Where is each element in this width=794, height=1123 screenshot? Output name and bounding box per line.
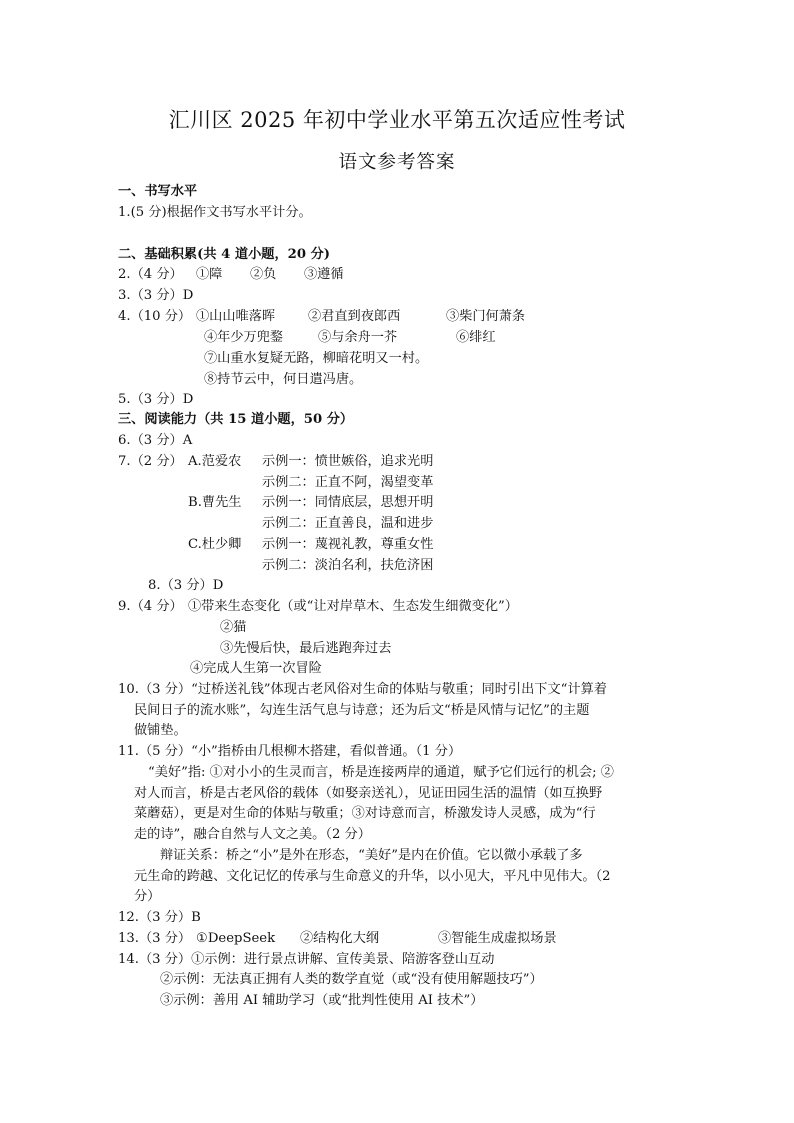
answer-q7-c-example1: 示例一：蔑视礼教，尊重女性 — [262, 537, 434, 552]
answer-q2-b: ②负 — [250, 267, 277, 282]
answer-q7-a-example1: 示例一：愤世嫉俗，追求光明 — [262, 454, 434, 469]
exam-title: 汇川区 2025 年初中学业水平第五次适应性考试 — [168, 108, 626, 132]
answer-q7-b-example2: 示例二：正直善良，温和进步 — [262, 516, 434, 531]
answer-q4-3: ③柴门何萧条 — [446, 309, 526, 324]
answer-q14-line2: ②示例：无法真正拥有人类的数学直觉（或“没有使用解题技巧”） — [160, 972, 543, 987]
answer-q4-7: ⑦山重水复疑无路，柳暗花明又一村。 — [204, 351, 429, 366]
answer-q2-c: ③遵循 — [304, 267, 344, 282]
answer-q4-prefix: 4.（10 分） — [118, 309, 192, 324]
answer-q7-a-example2: 示例二：正直不阿，渴望变革 — [262, 475, 434, 490]
exam-subtitle: 语文参考答案 — [338, 152, 456, 173]
answer-q10-line3: 做铺垫。 — [134, 723, 187, 738]
answer-q2-prefix: 2.（4 分） — [118, 267, 183, 282]
answer-q4-2: ②君直到夜郎西 — [308, 309, 401, 324]
answer-q8: 8.（3 分）D — [148, 578, 224, 593]
answer-q11-line2: “美好”指: ①对小小的生灵而言，桥是连接两岸的通道，赋予它们远行的机会; ② — [148, 765, 614, 780]
answer-q7-b-example1: 示例一：同情底层，思想开明 — [262, 495, 434, 510]
section-reading-heading: 三、阅读能力（共 15 道小题，50 分） — [118, 412, 354, 427]
answer-q9-prefix: 9.（4 分） — [118, 599, 183, 614]
answer-q11-line3: 对人而言，桥是古老风俗的载体（如娶亲送礼），见证田园生活的温情（如互换野 — [134, 786, 603, 801]
answer-q14-line3: ③示例：善用 AI 辅助学习（或“批判性使用 AI 技术”） — [160, 993, 484, 1008]
answer-q7-c-name: C.杜少卿 — [188, 537, 242, 552]
answer-q7-a-name: A.范爱农 — [188, 454, 242, 469]
answer-q9-3: ③先慢后快，最后逃跑奔过去 — [220, 641, 392, 656]
answer-q7-c-example2: 示例二：淡泊名利，扶危济困 — [262, 558, 434, 573]
answer-q6: 6.（3 分）A — [118, 433, 193, 448]
answer-q11-line5: 走的诗”，融合自然与人文之美。（2 分） — [134, 827, 371, 842]
section-writing-heading: 一、书写水平 — [118, 184, 198, 199]
answer-q13-2: ②结构化大纲 — [300, 931, 380, 946]
answer-q13-prefix: 13.（3 分） — [118, 931, 192, 946]
answer-q4-4: ④年少万兜鍪 — [204, 330, 284, 345]
answer-q13-1: ①DeepSeek — [196, 931, 276, 946]
answer-q5: 5.（3 分）D — [118, 392, 194, 407]
answer-q13-3: ③智能生成虚拟场景 — [438, 931, 557, 946]
answer-q14-line1: 14.（3 分）①示例：进行景点讲解、宣传美景、陪游客登山互动 — [118, 952, 495, 967]
answer-q9-4: ④完成人生第一次冒险 — [190, 661, 322, 676]
answer-q11-line1: 11.（5 分）“小”指桥由几根柳木搭建，看似普通。（1 分） — [118, 744, 462, 759]
answer-q4-8: ⑧持节云中，何日遣冯唐。 — [204, 372, 363, 387]
answer-q7-prefix: 7.（2 分） — [118, 454, 183, 469]
answer-q1: 1.(5 分)根据作文书写水平计分。 — [118, 205, 312, 220]
answer-q4-1: ①山山唯落晖 — [196, 309, 276, 324]
answer-q11-line6: 辩证关系：桥之“小”是外在形态，“美好”是内在价值。它以微小承载了多 — [160, 848, 583, 863]
answer-q12: 12.（3 分）B — [118, 910, 201, 925]
answer-q4-5: ⑤与余舟一芥 — [318, 330, 398, 345]
answer-q11-line7: 元生命的跨越、文化记忆的传承与生命意义的升华，以小见大，平凡中见伟大。（2 — [134, 869, 611, 884]
answer-q11-line4: 菜蘑菇），更是对生命的体贴与敬重；③对诗意而言，桥激发诗人灵感，成为“行 — [134, 806, 596, 821]
answer-q10-line2: 民间日子的流水账”，勾连生活气息与诗意；还为后文“桥是风情与记忆”的主题 — [134, 703, 590, 718]
answer-q9-1: ①带来生态变化（或“让对岸草木、生态发生细微变化”） — [188, 599, 518, 614]
answer-q3: 3.（3 分）D — [118, 288, 194, 303]
section-basics-heading: 二、基础积累(共 4 道小题，20 分) — [118, 247, 331, 262]
answer-q4-6: ⑥绯红 — [456, 330, 496, 345]
answer-q10-line1: 10.（3 分）“过桥送礼钱”体现古老风俗对生命的体贴与敬重；同时引出下文“计算着 — [118, 682, 607, 697]
answer-q11-line8: 分） — [134, 889, 161, 904]
answer-q9-2: ②猫 — [220, 620, 247, 635]
answer-q7-b-name: B.曹先生 — [188, 495, 242, 510]
answer-q2-a: ①障 — [196, 267, 223, 282]
